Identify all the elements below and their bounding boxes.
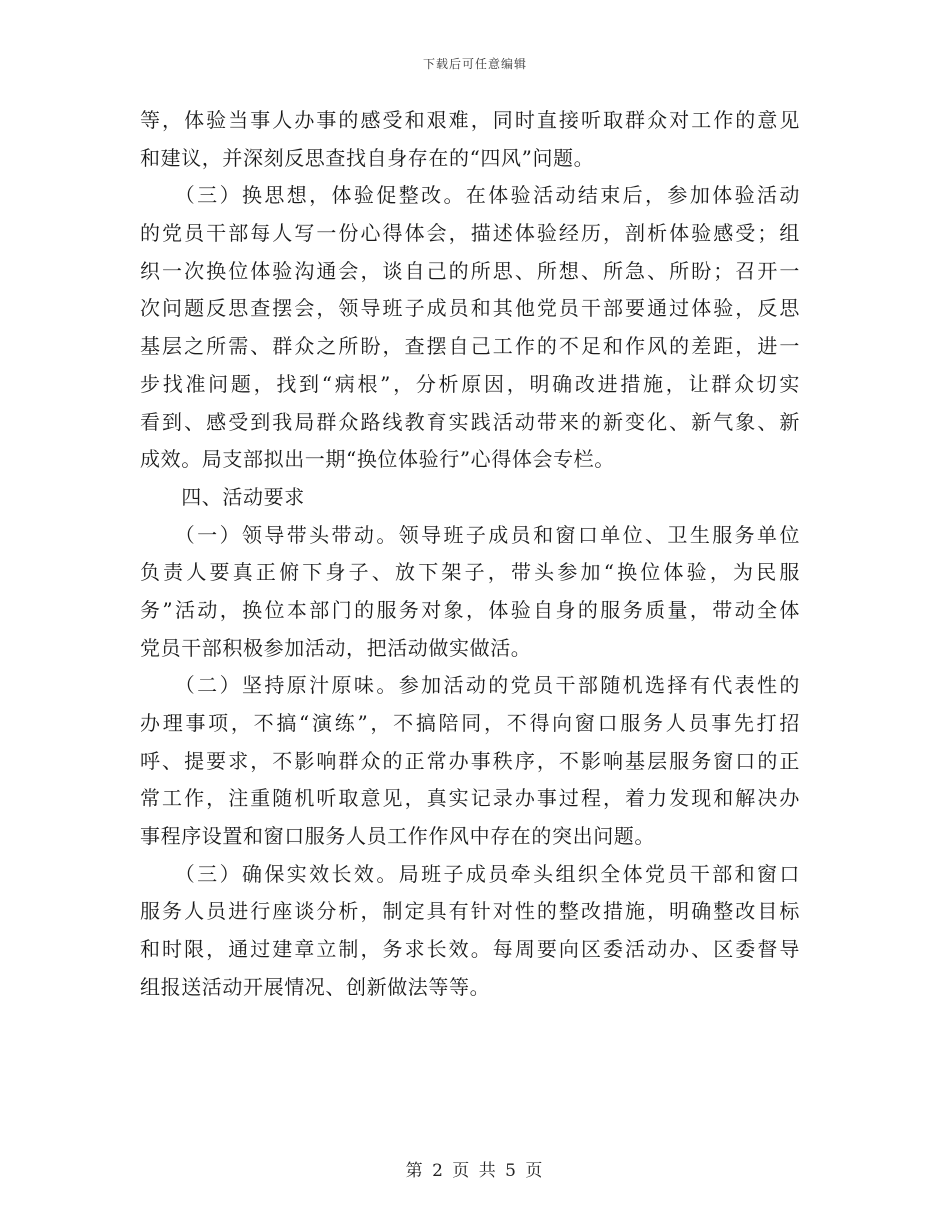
text-line: 办理事项，不搞“演练”，不搞陪同，不得向窗口服务人员事先打招 (140, 711, 800, 735)
text-line: 织一次换位体验沟通会，谈自己的所思、所想、所急、所盼；召开一 (140, 258, 800, 283)
document-body (140, 102, 800, 1007)
text-line: 呼、提要求，不影响群众的正常办事秩序，不影响基层服务窗口的正 (140, 748, 800, 773)
text-line: 事程序设置和窗口服务人员工作作风中存在的突出问题。 (140, 824, 655, 849)
text-line: 和建议，并深刻反思查找自身存在的“四风”问题。 (140, 145, 595, 170)
text-line: 的党员干部每人写一份心得体会，描述体验经历，剖析体验感受；组 (140, 221, 800, 246)
text-line: 党员干部积极参加活动，把活动做实做活。 (140, 635, 532, 660)
text-line: 成效。局支部拟出一期“换位体验行”心得体会专栏。 (140, 447, 615, 472)
page-header: 下载后可任意编辑 (422, 57, 527, 71)
text-line: 看到、感受到我局群众路线教育实践活动带来的新变化、新气象、新 (140, 409, 800, 434)
text-line: （三）换思想，体验促整改。在体验活动结束后，参加体验活动 (140, 183, 800, 208)
text-line: 步找准问题，找到“病根”，分析原因，明确改进措施，让群众切实 (140, 371, 800, 396)
text-line: 服务人员进行座谈分析，制定具有针对性的整改措施，明确整改目标 (140, 899, 800, 924)
text-line: 务”活动，换位本部门的服务对象，体验自身的服务质量，带动全体 (140, 597, 800, 622)
text-line: （一）领导带头带动。领导班子成员和窗口单位、卫生服务单位 (140, 522, 800, 547)
text-line: 基层之所需、群众之所盼，查摆自己工作的不足和作风的差距，进一 (140, 334, 800, 359)
text-line: 常工作，注重随机听取意见，真实记录办事过程，着力发现和解决办 (140, 786, 800, 811)
page-footer: 第 2 页 共 5 页 (405, 1161, 545, 1181)
text-line: 和时限，通过建章立制，务求长效。每周要向区委活动办、区委督导 (140, 937, 800, 962)
text-line: 等，体验当事人办事的感受和艰难，同时直接听取群众对工作的意见 (140, 108, 800, 132)
text-line: 四、活动要求 (140, 484, 305, 509)
text-line: 组报送活动开展情况、创新做法等等。 (140, 974, 491, 999)
text-line: 负责人要真正俯下身子、放下架子，带头参加“换位体验，为民服 (140, 560, 800, 585)
text-line: （三）确保实效长效。局班子成员牵头组织全体党员干部和窗口 (140, 861, 800, 886)
text-line: （二）坚持原汁原味。参加活动的党员干部随机选择有代表性的 (140, 673, 800, 698)
text-line: 次问题反思查摆会，领导班子成员和其他党员干部要通过体验，反思 (140, 296, 800, 321)
